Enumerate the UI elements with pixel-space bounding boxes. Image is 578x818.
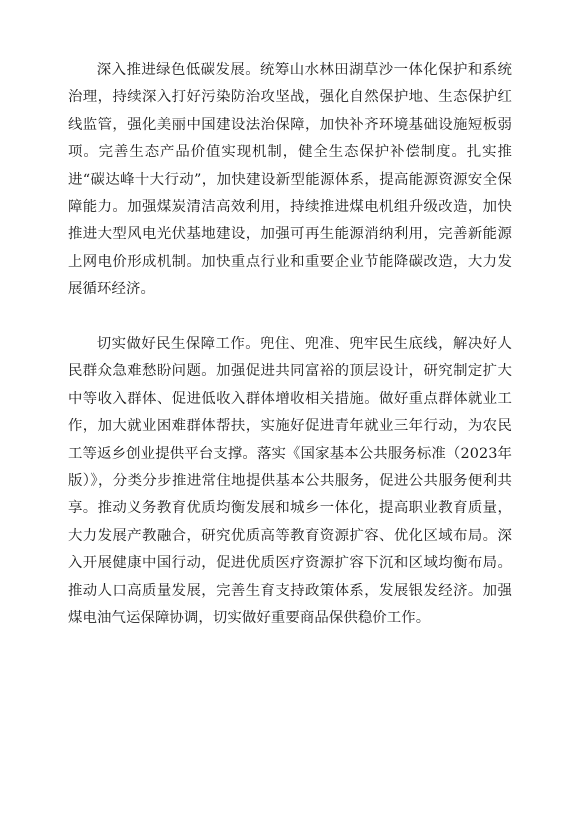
paragraph-livelihood-security: 切实做好民生保障工作。兜住、兜准、兜牢民生底线，解决好人民群众急难愁盼问题。加强促进共同富裕的顶层设计，研究制定扩大中等收入群体、促进低收入群体增收相关措施。做好重点群体就业工作，加大就业困难群体帮扶，实施好促进青年就业三年行动，为农民工等返乡创业提供平台支撑。落实《国家基本公共服务标准（2023年版）》，分类分步推进常住地提供基本公共服务，促进公共服务便利共享。推动义务教育优质均衡发展和城乡一体化，提高职业教育质量，大力发展产教融合，研究优质高等教育资源扩容、优化区域布局。深入开展健康中国行动，促进优质医疗资源扩容下沉和区域均衡布局。推动人口高质量发展，完善生育支持政策体系，发展银发经济。加强煤电油气运保障协调，切实做好重要商品保供稳价工作。 [68,336,512,627]
paragraph-green-low-carbon: 深入推进绿色低碳发展。统筹山水林田湖草沙一体化保护和系统治理，持续深入打好污染防治攻坚战，强化自然保护地、生态保护红线监管，强化美丽中国建设法治保障，加快补齐环境基础设施短板弱项。完善生态产品价值实现机制，健全生态保护补偿制度。扎实推进“碳达峰十大行动”，加快建设新型能源体系，提高能源资源安全保障能力。加强煤炭清洁高效利用，持续推进煤电机组升级改造，加快推进大型风电光伏基地建设，加强可再生能源消纳利用，完善新能源上网电价形成机制。加快重点行业和重要企业节能降碳改造，大力发展循环经济。 [68,62,512,298]
